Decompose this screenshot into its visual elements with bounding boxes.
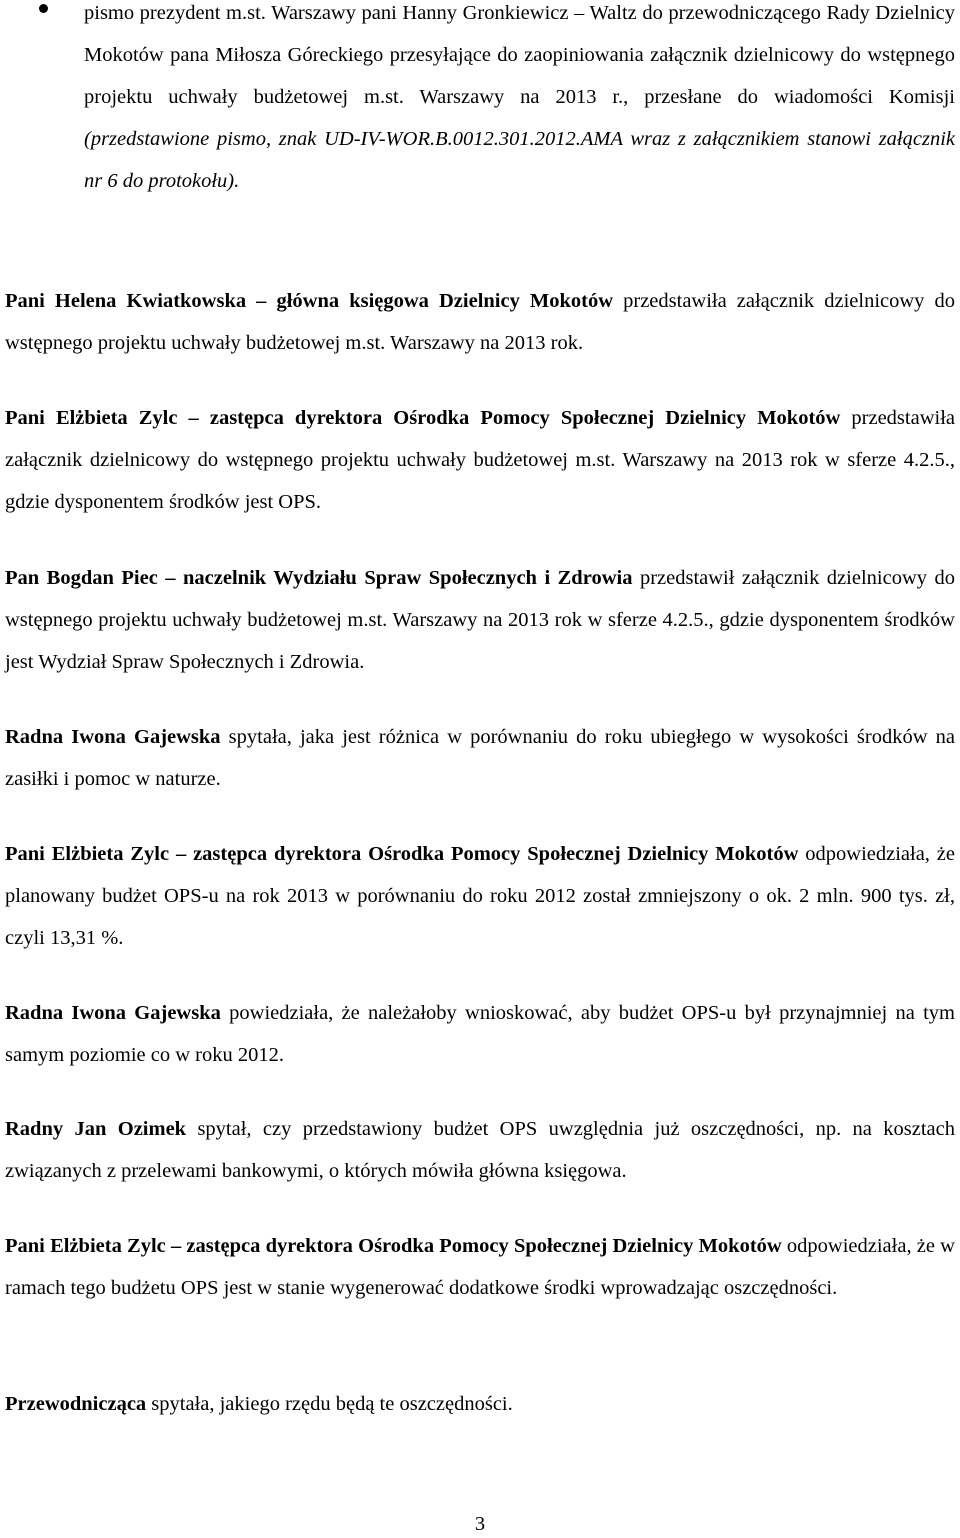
speaker-name: Pan Bogdan Piec – naczelnik Wydziału Spraw Społecznych i Zdrowia: [5, 567, 633, 589]
speaker-name: Pani Elżbieta Zylc – zastępca dyrektora Ośrodka Pomocy Społecznej Dzielnicy Mokotów: [5, 843, 799, 865]
paragraph-text: odpowiedziała, że w ramach tego budżetu OPS jest w stanie wygenerować dodatkowe środki wprowadzając oszczędności.: [5, 1235, 955, 1299]
bullet-text: pismo prezydent m.st. Warszawy pani Hanny Gronkiewicz – Waltz do przewodniczącego Rady Dzielnicy Mokotów pana Miłosza Góreckiego przesyłające do zaopiniowania załącznik dzielnicowy do wstępnego projektu uchwały budżetowej m.st. Warszawy na 2013 r., przesłane do wiadomości Komisji: [84, 2, 955, 108]
paragraph-text: spytała, jaka jest różnica w porównaniu do roku ubiegłego w wysokości środków na zasiłki i pomoc w naturze.: [5, 726, 955, 790]
paragraph-2: [5, 397, 955, 523]
paragraph-4: [5, 716, 955, 800]
paragraph-6: [5, 992, 955, 1076]
paragraph-7: [5, 1108, 955, 1192]
paragraph-8: [5, 1225, 955, 1309]
paragraph-5: [5, 833, 955, 959]
speaker-name: Pani Elżbieta Zylc – zastępca dyrektora Ośrodka Pomocy Społecznej Dzielnicy Mokotów: [5, 407, 841, 429]
speaker-name: Radny Jan Ozimek: [5, 1118, 187, 1140]
paragraph-text: powiedziała, że należałoby wnioskować, aby budżet OPS-u był przynajmniej na tym samym poziomie co w roku 2012.: [5, 1002, 955, 1066]
speaker-name: Radna Iwona Gajewska: [5, 1002, 221, 1024]
bullet-italic-note: (przedstawione pismo, znak UD-IV-WOR.B.0012.301.2012.AMA wraz z załącznikiem stanowi załącznik nr 6 do protokołu).: [84, 128, 955, 192]
paragraph-1: [5, 280, 955, 364]
paragraph-text: przedstawiła załącznik dzielnicowy do wstępnego projektu uchwały budżetowej m.st. Warszawy na 2013 rok.: [5, 290, 955, 354]
paragraph-text: odpowiedziała, że planowany budżet OPS-u na rok 2013 w porównaniu do roku 2012 został zmniejszony o ok. 2 mln. 900 tys. zł, czyli 13,31 %.: [5, 843, 955, 949]
paragraph-text: spytała, jakiego rzędu będą te oszczędności.: [146, 1393, 513, 1415]
bullet-icon: [39, 4, 48, 13]
speaker-name: Przewodnicząca: [5, 1393, 147, 1415]
paragraph-text: spytał, czy przedstawiony budżet OPS uwzględnia już oszczędności, np. na kosztach związanych z przelewami bankowymi, o których mówiła główna księgowa.: [5, 1118, 956, 1182]
speaker-name: Pani Elżbieta Zylc – zastępca dyrektora Ośrodka Pomocy Społecznej Dzielnicy Mokotów: [5, 1235, 782, 1257]
speaker-name: Radna Iwona Gajewska: [5, 726, 221, 748]
paragraph-3: [5, 557, 955, 683]
paragraph-text: przedstawiła załącznik dzielnicowy do wstępnego projektu uchwały budżetowej m.st. Warszawy na 2013 rok w sferze 4.2.5., gdzie dysponentem środków jest OPS.: [5, 407, 955, 513]
bullet-list-item: [84, 0, 955, 202]
paragraph-text: przedstawił załącznik dzielnicowy do wstępnego projektu uchwały budżetowej m.st. Warszawy na 2013 rok w sferze 4.2.5., gdzie dysponentem środków jest Wydział Spraw Społecznych i Zdrowia.: [5, 567, 955, 673]
speaker-name: Pani Helena Kwiatkowska – główna księgowa Dzielnicy Mokotów: [5, 290, 614, 312]
paragraph-9: [5, 1383, 955, 1425]
page-number: 3: [474, 1513, 486, 1535]
